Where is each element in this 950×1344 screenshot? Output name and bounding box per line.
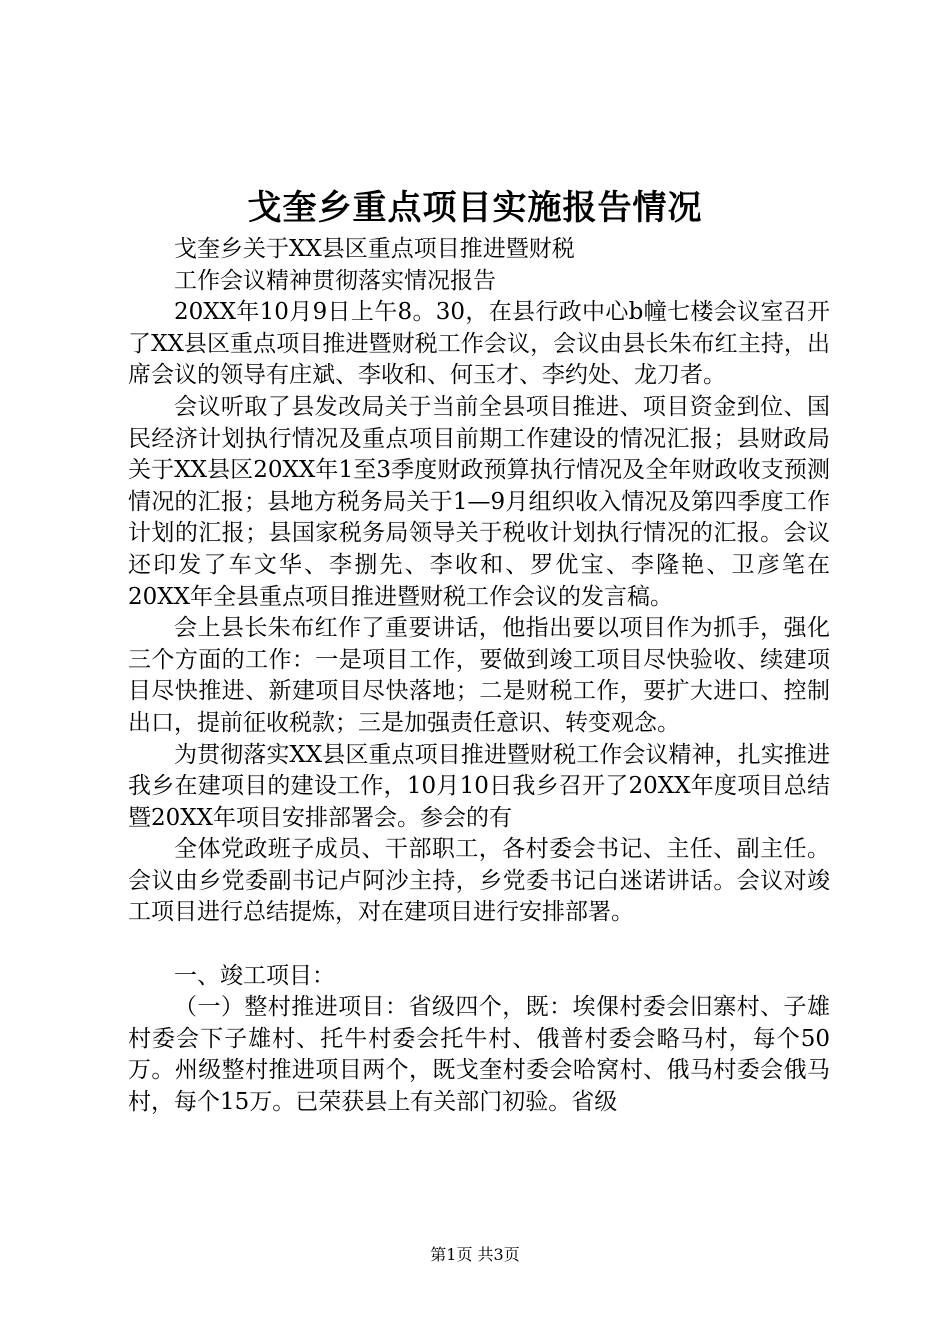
paragraph-meeting-reports: 会议听取了县发改局关于当前全县项目推进、项目资金到位、国民经济计划执行情况及重点项目前期工作建设的情况汇报；县财政局关于XX县区20XX年1至3季度财政预算执行情况及全年财政收支预测情况的汇报；县地方税务局关于1—9月组织收入情况及第四季度工作计划的汇报；县国家税务局领导关于税收计划执行情况的汇报。会议还印发了车文华、李捌先、李收和、罗优宝、李隆艳、卫彦笔在20XX年全县重点项目推进暨财税工作会议的发言稿。: [128, 393, 830, 610]
paragraph-village-projects: （一）整村推进项目：省级四个，既：埃倮村委会旧寨村、子雄村委会下子雄村、托牛村委会托牛村、俄普村委会略马村，每个50万。州级整村推进项目两个，既戈奎村委会哈窝村、俄马村委会俄马村，每个15万。已荣获县上有关部门初验。省级: [128, 994, 830, 1116]
subtitle-line-2: 工作会议精神贯彻落实情况报告: [174, 267, 496, 294]
paragraph-attendees: 全体党政班子成员、干部职工，各村委会书记、主任、副主任。会议由乡党委副书记卢阿沙主持，乡党委书记白迷诺讲话。会议对竣工项目进行总结提炼，对在建项目进行安排部署。: [128, 836, 830, 926]
page-number-footer: 第1页 共3页: [430, 1245, 520, 1264]
document-title: 戈奎乡重点项目实施报告情况: [247, 188, 703, 228]
document-body: [128, 234, 830, 1119]
paragraph-county-speech: 会上县长朱布红作了重要讲话，他指出要以项目作为抓手，强化三个方面的工作：一是项目工作，要做到竣工项目尽快验收、续建项目尽快推进、新建项目尽快落地；二是财税工作，要扩大进口、控制出口，提前征收税款；三是加强责任意识、转变观念。: [128, 615, 830, 736]
paragraph-meeting-intro: 20XX年10月9日上午8。30，在县行政中心b幢七楼会议室召开了XX县区重点项目推进暨财税工作会议，会议由县长朱布红主持，出席会议的领导有庄斌、李收和、何玉才、李约处、龙刀者。: [128, 299, 830, 389]
paragraph-township-meeting: 为贯彻落实XX县区重点项目推进暨财税工作会议精神，扎实推进我乡在建项目的建设工作，10月10日我乡召开了20XX年度项目总结暨20XX年项目安排部署会。参会的有: [128, 741, 830, 831]
subtitle-line-1: 戈奎乡关于XX县区重点项目推进暨财税: [174, 236, 575, 262]
section-heading-completed: 一、竣工项目：: [174, 962, 335, 989]
